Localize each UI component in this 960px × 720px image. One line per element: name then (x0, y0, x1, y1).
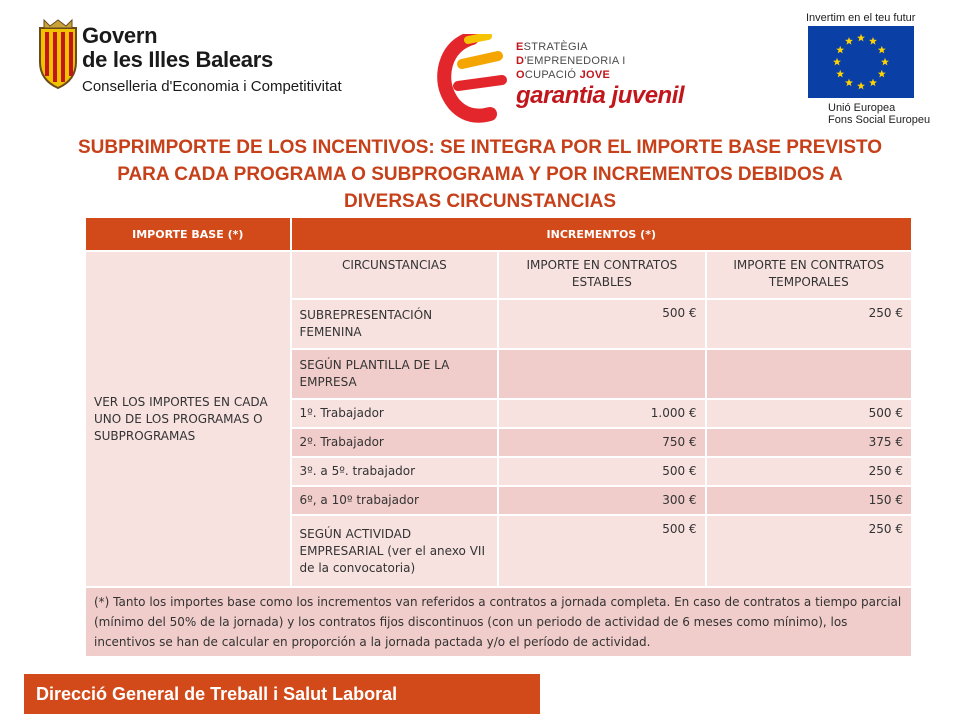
eu-star-icon (833, 58, 841, 66)
govern-title-line1: Govern (82, 23, 158, 48)
eu-caption (828, 102, 930, 126)
govern-title-line2: de les Illes Balears (82, 47, 273, 72)
table-footnote: (*) Tanto los importes base como los incrementos van referidos a contratos a jornada completa. En caso de contratos a tiempo parcial (mínimo del 50% de la jornada) y los contratos fijos discontinuos (con un periodo de actividad de 6 meses como mínimo), los incentivos se han de calcular en proporción a la jornada pactada y/o el período de actividad. (85, 587, 912, 657)
row-estables: 500 € (498, 515, 705, 587)
row-temporales (706, 349, 912, 399)
garantia-juvenil-mark-icon (432, 34, 512, 124)
garantia-line2: 'EMPRENEDORIA I (524, 55, 626, 67)
row-estables (498, 349, 705, 399)
eu-star-icon (869, 79, 877, 87)
eu-star-icon (857, 34, 865, 42)
eu-star-icon (878, 70, 886, 78)
header-importe-base: IMPORTE BASE (*) (85, 217, 291, 251)
row-label: 2º. Trabajador (291, 428, 499, 457)
row-estables: 500 € (498, 457, 705, 486)
eu-star-icon (869, 37, 877, 45)
garantia-juvenil-logo (432, 34, 685, 124)
page-title-line3: DIVERSAS CIRCUNSTANCIAS (343, 191, 616, 212)
table-subheader-row (85, 251, 912, 299)
row-temporales: 250 € (706, 299, 912, 349)
row-temporales: 150 € (706, 486, 912, 515)
govern-title (82, 24, 273, 72)
eu-star-icon (878, 46, 886, 54)
row-label: 3º. a 5º. trabajador (291, 457, 499, 486)
base-amount-cell: VER LOS IMPORTES EN CADA UNO DE LOS PROGRAMAS O SUBPROGRAMAS (85, 251, 291, 587)
row-estables: 750 € (498, 428, 705, 457)
table-note-row (85, 587, 912, 657)
row-temporales: 375 € (706, 428, 912, 457)
row-label: SUBREPRESENTACIÓN FEMENINA (291, 299, 499, 349)
garantia-jove: JOVE (579, 69, 611, 81)
eu-tagline: Invertim en el teu futur (806, 12, 916, 24)
eu-stars-icon (808, 26, 914, 98)
page-title-line1: SUBPRIMPORTE DE LOS INCENTIVOS: SE INTEGRA POR EL IMPORTE BASE PREVISTO (77, 137, 883, 158)
row-estables: 500 € (498, 299, 705, 349)
govern-illes-balears-logo (34, 18, 342, 104)
row-label: 1º. Trabajador (291, 399, 499, 428)
garantia-strategy-text (516, 40, 626, 82)
header-incrementos: INCREMENTOS (*) (291, 217, 912, 251)
eu-star-icon (836, 70, 844, 78)
eu-caption-line1: Unió Europea (828, 102, 896, 114)
incentives-table (84, 216, 913, 658)
row-estables: 1.000 € (498, 399, 705, 428)
footer-direccio-general: Direcció General de Treball i Salut Laboral (24, 674, 540, 714)
garantia-initial-e: E (516, 41, 524, 53)
balearic-shield-icon (34, 18, 82, 90)
row-label: SEGÚN PLANTILLA DE LA EMPRESA (291, 349, 499, 399)
eu-star-icon (845, 79, 853, 87)
page-title (40, 134, 920, 215)
eu-fse-logo (806, 12, 931, 126)
row-temporales: 250 € (706, 457, 912, 486)
page-title-line2: PARA CADA PROGRAMA O SUBPROGRAMA Y POR INCREMENTOS DEBIDOS A (117, 164, 843, 185)
row-temporales: 500 € (706, 399, 912, 428)
garantia-initial-d: D (516, 55, 525, 67)
table-header-row (85, 217, 912, 251)
garantia-initial-o: O (516, 69, 525, 81)
eu-star-icon (836, 46, 844, 54)
eu-star-icon (857, 82, 865, 90)
row-label: 6º, a 10º trabajador (291, 486, 499, 515)
row-temporales: 250 € (706, 515, 912, 587)
col-contratos-temporales: IMPORTE EN CONTRATOS TEMPORALES (706, 251, 912, 299)
row-label: SEGÚN ACTIVIDAD EMPRESARIAL (ver el anexo VII de la convocatoria) (291, 515, 499, 587)
col-circunstancias: CIRCUNSTANCIAS (291, 251, 499, 299)
eu-star-icon (881, 58, 889, 66)
eu-caption-line2: Fons Social Europeu (828, 114, 931, 126)
govern-subtitle: Conselleria d'Economia i Competitivitat (82, 78, 342, 95)
garantia-brand-text: garantia juvenil (516, 82, 685, 109)
row-estables: 300 € (498, 486, 705, 515)
eu-star-icon (845, 37, 853, 45)
eu-flag-icon (808, 26, 914, 98)
garantia-line3: CUPACIÓ (524, 69, 577, 81)
garantia-line1: STRATÈGIA (523, 41, 588, 53)
col-contratos-estables: IMPORTE EN CONTRATOS ESTABLES (498, 251, 705, 299)
